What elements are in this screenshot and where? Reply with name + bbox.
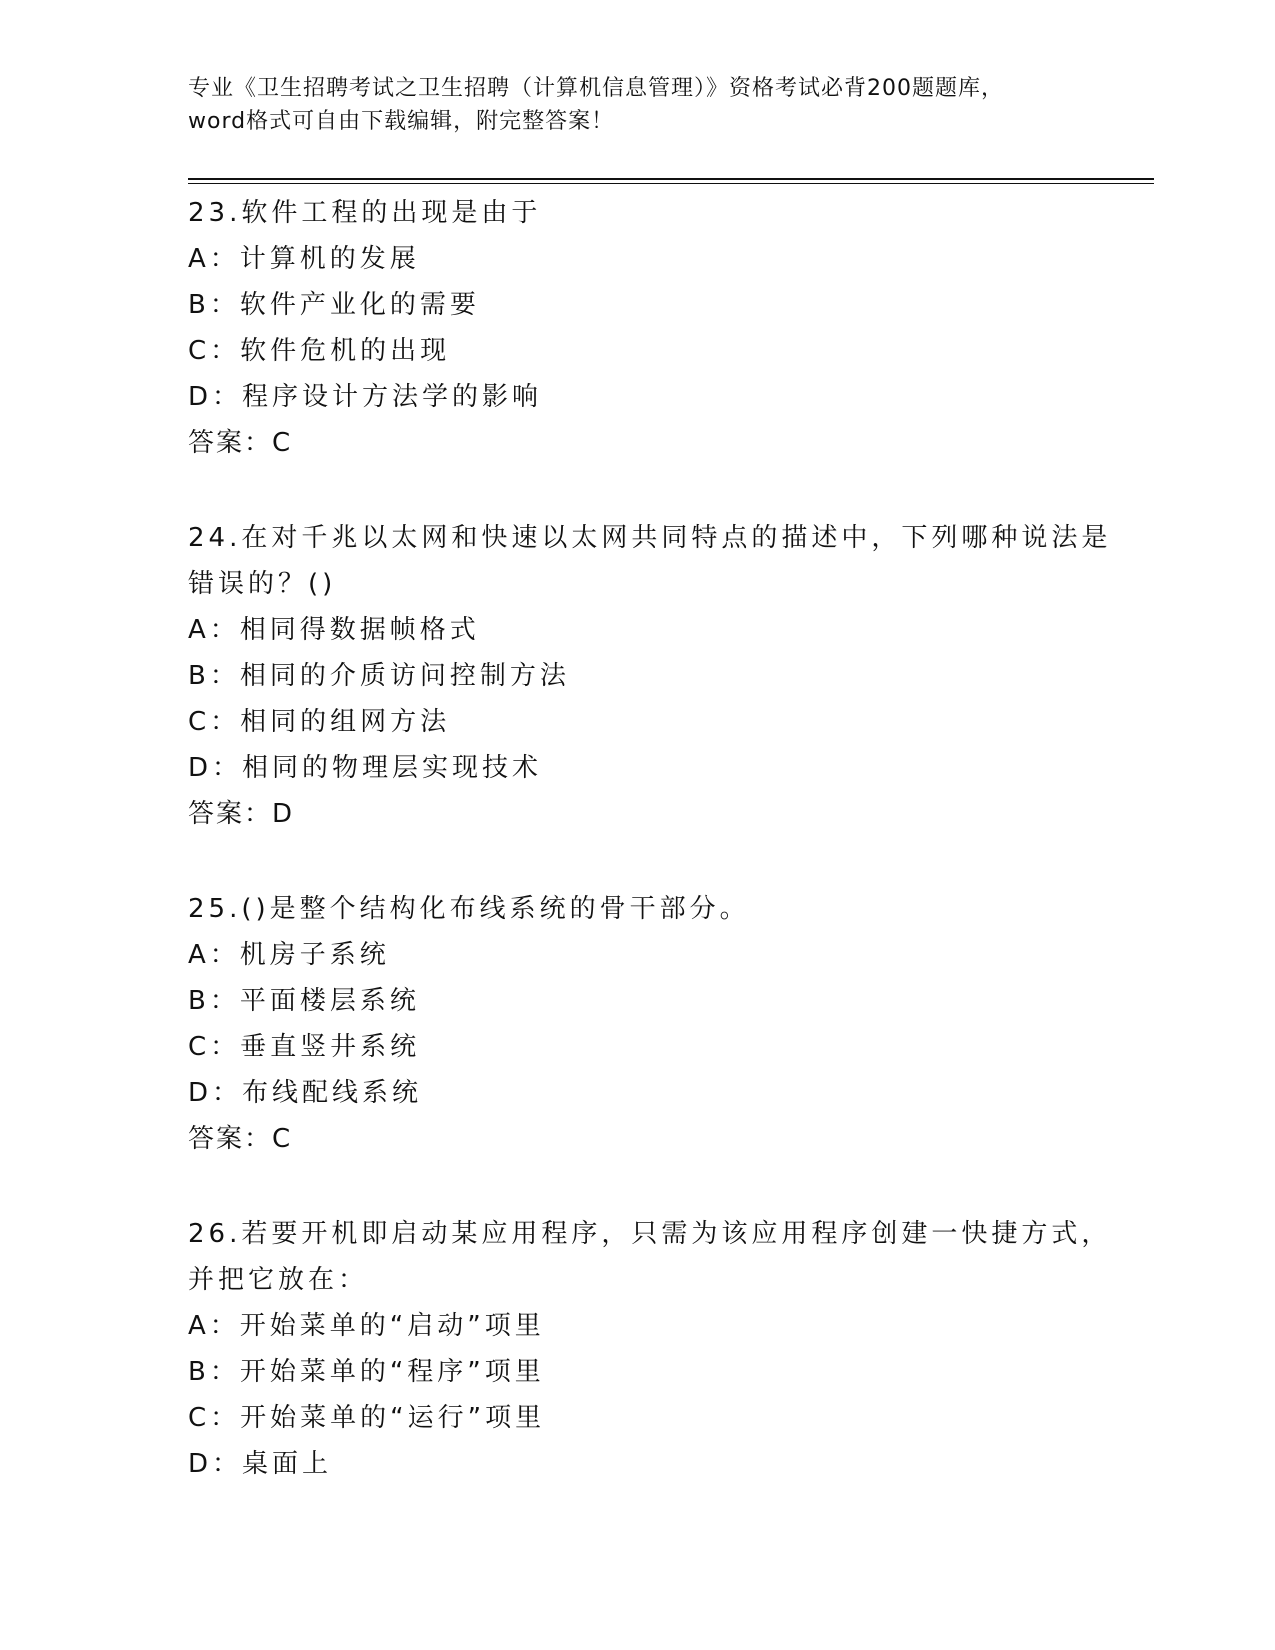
answer: [188, 420, 1088, 466]
header-divider-thick: [188, 178, 1154, 180]
option-c: C：软件危机的出现: [188, 336, 451, 366]
answer: [188, 791, 1088, 837]
header-divider-thin: [188, 183, 1154, 184]
header-line-2: word格式可自由下载编辑，附完整答案！: [188, 109, 615, 134]
document-header: [188, 72, 1148, 138]
option-a: A：开始菜单的“启动”项里: [188, 1311, 545, 1341]
question-23: [188, 190, 1088, 466]
option-b: B：平面楼层系统: [188, 986, 420, 1016]
header-line-1: 专业《卫生招聘考试之卫生招聘（计算机信息管理）》资格考试必背200题题库，: [188, 76, 1004, 101]
answer-label: 答案：: [188, 799, 273, 829]
answer-value: C: [272, 428, 292, 458]
question-text: 26.若要开机即启动某应用程序，只需为该应用程序创建一快捷方式，: [188, 1219, 1112, 1249]
option-d: D：桌面上: [188, 1449, 333, 1479]
option-c: C：开始菜单的“运行”项里: [188, 1403, 546, 1433]
question-text-continued: 并把它放在：: [188, 1265, 369, 1295]
answer-value: D: [272, 799, 294, 829]
question-24: [188, 515, 1112, 837]
question-text: 24.在对千兆以太网和快速以太网共同特点的描述中，下列哪种说法是: [188, 523, 1112, 553]
question-text-continued: 错误的？(): [188, 569, 337, 599]
answer-value: C: [272, 1124, 292, 1154]
option-d: D：程序设计方法学的影响: [188, 382, 543, 412]
answer-label: 答案：: [188, 428, 273, 458]
option-d: D：相同的物理层实现技术: [188, 753, 543, 783]
answer: [188, 1116, 1088, 1162]
option-a: A：相同得数据帧格式: [188, 615, 480, 645]
option-c: C：相同的组网方法: [188, 707, 451, 737]
question-25: [188, 886, 1088, 1162]
answer-label: 答案：: [188, 1124, 273, 1154]
option-a: A：机房子系统: [188, 940, 390, 970]
option-a: A：计算机的发展: [188, 244, 420, 274]
question-26: [188, 1211, 1112, 1487]
question-text: 25.()是整个结构化布线系统的骨干部分。: [188, 894, 750, 924]
question-list: [188, 190, 1112, 1487]
option-d: D：布线配线系统: [188, 1078, 423, 1108]
question-text: 23.软件工程的出现是由于: [188, 198, 542, 228]
option-b: B：开始菜单的“程序”项里: [188, 1357, 545, 1387]
option-c: C：垂直竖井系统: [188, 1032, 421, 1062]
option-b: B：相同的介质访问控制方法: [188, 661, 570, 691]
option-b: B：软件产业化的需要: [188, 290, 480, 320]
